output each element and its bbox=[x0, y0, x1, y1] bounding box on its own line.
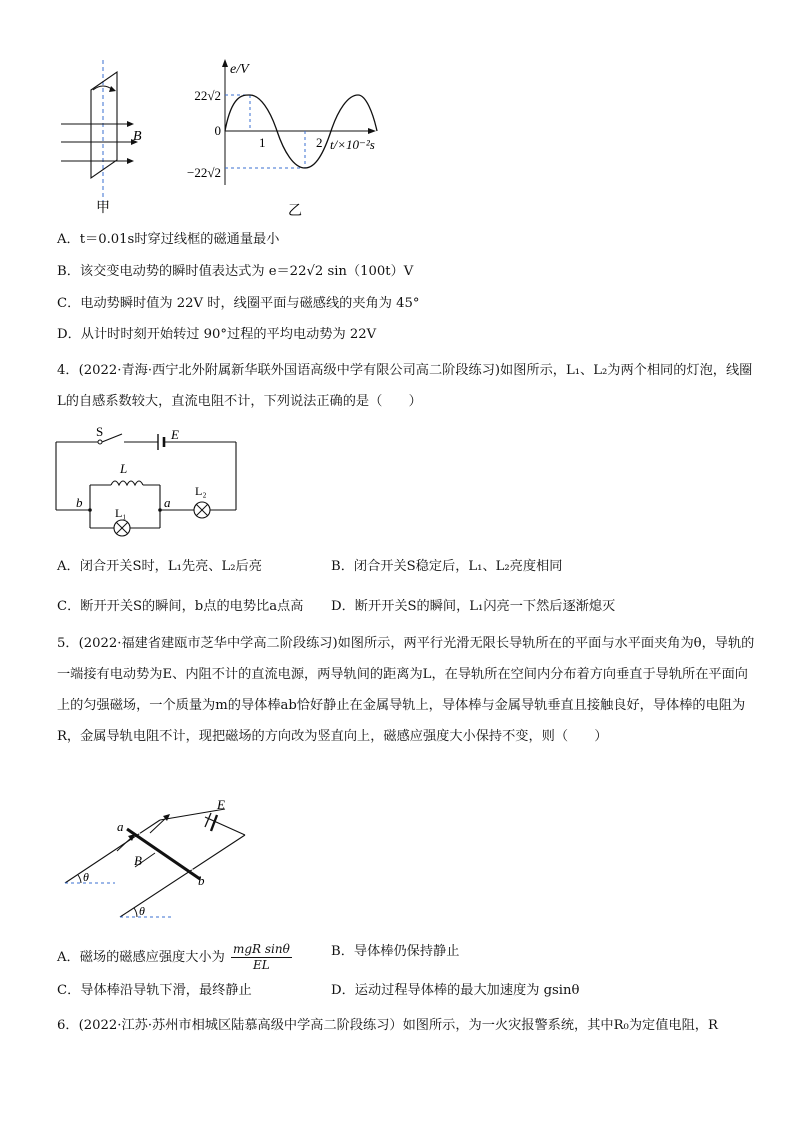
node-a-label: a bbox=[164, 495, 171, 510]
figure-jia bbox=[55, 60, 165, 220]
battery-e-label: E bbox=[217, 797, 225, 812]
y-bottom-label: −22√2 bbox=[187, 165, 221, 180]
q3-option-b: B．该交变电动势的瞬时值表达式为 e＝22√2 sin（100t）V bbox=[57, 264, 414, 279]
x-axis-label: t/×10⁻²s bbox=[330, 137, 375, 152]
node-b-label: b bbox=[76, 495, 83, 510]
q4-stem: 4．(2022·青海·西宁北外附属新华联外国语高级中学有限公司高二阶段练习)如图所示，L₁、L₂为两个相同的灯泡，线圈L的自感系数较大，直流电阻不计，下列说法正确的是（ ） bbox=[57, 363, 753, 409]
b-field-label: B bbox=[133, 129, 142, 144]
q4-option-c: C．断开开关S的瞬间，b点的电势比a点高 bbox=[57, 599, 304, 614]
y-axis-label: e/V bbox=[230, 62, 249, 77]
q3-option-d: D．从计时时刻开始转过 90°过程的平均电动势为 22V bbox=[57, 327, 377, 342]
fraction-numerator: mgR sinθ bbox=[232, 942, 290, 956]
q5-option-d: D．运动过程导体棒的最大加速度为 gsinθ bbox=[331, 983, 580, 998]
rod-end-a-label: a bbox=[117, 819, 124, 834]
q3-option-a: A．t＝0.01s时穿过线框的磁通量最小 bbox=[57, 232, 280, 247]
rod-end-b-label: b bbox=[198, 873, 205, 888]
q4-circuit-diagram bbox=[50, 425, 250, 545]
battery-label: E bbox=[171, 427, 179, 442]
figure-yi-label: 乙 bbox=[288, 204, 302, 219]
switch-label: S bbox=[96, 425, 104, 439]
q5-option-a-prefix: A．磁场的磁感应强度大小为 bbox=[57, 950, 225, 965]
q5-option-b: B．导体棒仍保持静止 bbox=[331, 944, 460, 959]
angle-theta-1: θ bbox=[83, 870, 89, 884]
angle-theta-2: θ bbox=[139, 904, 145, 918]
x-tick-1: 1 bbox=[259, 135, 266, 150]
q5-option-a-fraction bbox=[231, 942, 292, 973]
q5-option-a bbox=[57, 942, 292, 973]
x-tick-2: 2 bbox=[316, 135, 323, 150]
inductor-label: L bbox=[120, 461, 128, 476]
fraction-denominator: EL bbox=[253, 958, 270, 972]
field-b-label: B bbox=[134, 853, 142, 868]
q5-option-c: C．导体棒沿导轨下滑，最终静止 bbox=[57, 983, 252, 998]
y-zero-label: 0 bbox=[214, 123, 221, 138]
q5-incline-diagram bbox=[55, 795, 255, 925]
q4-option-b: B．闭合开关S稳定后，L₁、L₂亮度相同 bbox=[331, 559, 563, 574]
q4-option-d: D．断开开关S的瞬间，L₁闪亮一下然后逐渐熄灭 bbox=[331, 599, 616, 614]
lamp-l2-label: L₂ bbox=[195, 484, 207, 498]
figure-yi bbox=[170, 55, 400, 220]
q4-option-a: A．闭合开关S时，L₁先亮、L₂后亮 bbox=[57, 559, 262, 574]
q5-stem: 5．(2022·福建省建瓯市芝华中学高二阶段练习)如图所示，两平行光滑无限长导轨所在的平面与水平面夹角为θ，导轨的一端接有电动势为E、内阻不计的直流电源，两导轨间的距离为L，在导轨所在空间内分布着方向垂直于导轨所在平面向上的匀强磁场，一个质量为m的导体棒ab恰好静止在金属导轨上，导体棒与金属导轨垂直且接触良好，导体棒的电阻为R，金属导轨电阻不计，现把磁场的方向改为竖直向上，磁感应强度大小保持不变，则（ ） bbox=[57, 636, 755, 744]
y-top-label: 22√2 bbox=[194, 88, 221, 103]
lamp-l1-label: L₁ bbox=[115, 506, 127, 520]
q3-option-c: C．电动势瞬时值为 22V 时，线圈平面与磁感线的夹角为 45° bbox=[57, 296, 420, 311]
q6-stem: 6．(2022·江苏·苏州市相城区陆慕高级中学高二阶段练习）如图所示，为一火灾报警系统，其中R₀为定值电阻，R bbox=[57, 1018, 718, 1033]
figure-jia-label: 甲 bbox=[96, 201, 110, 216]
